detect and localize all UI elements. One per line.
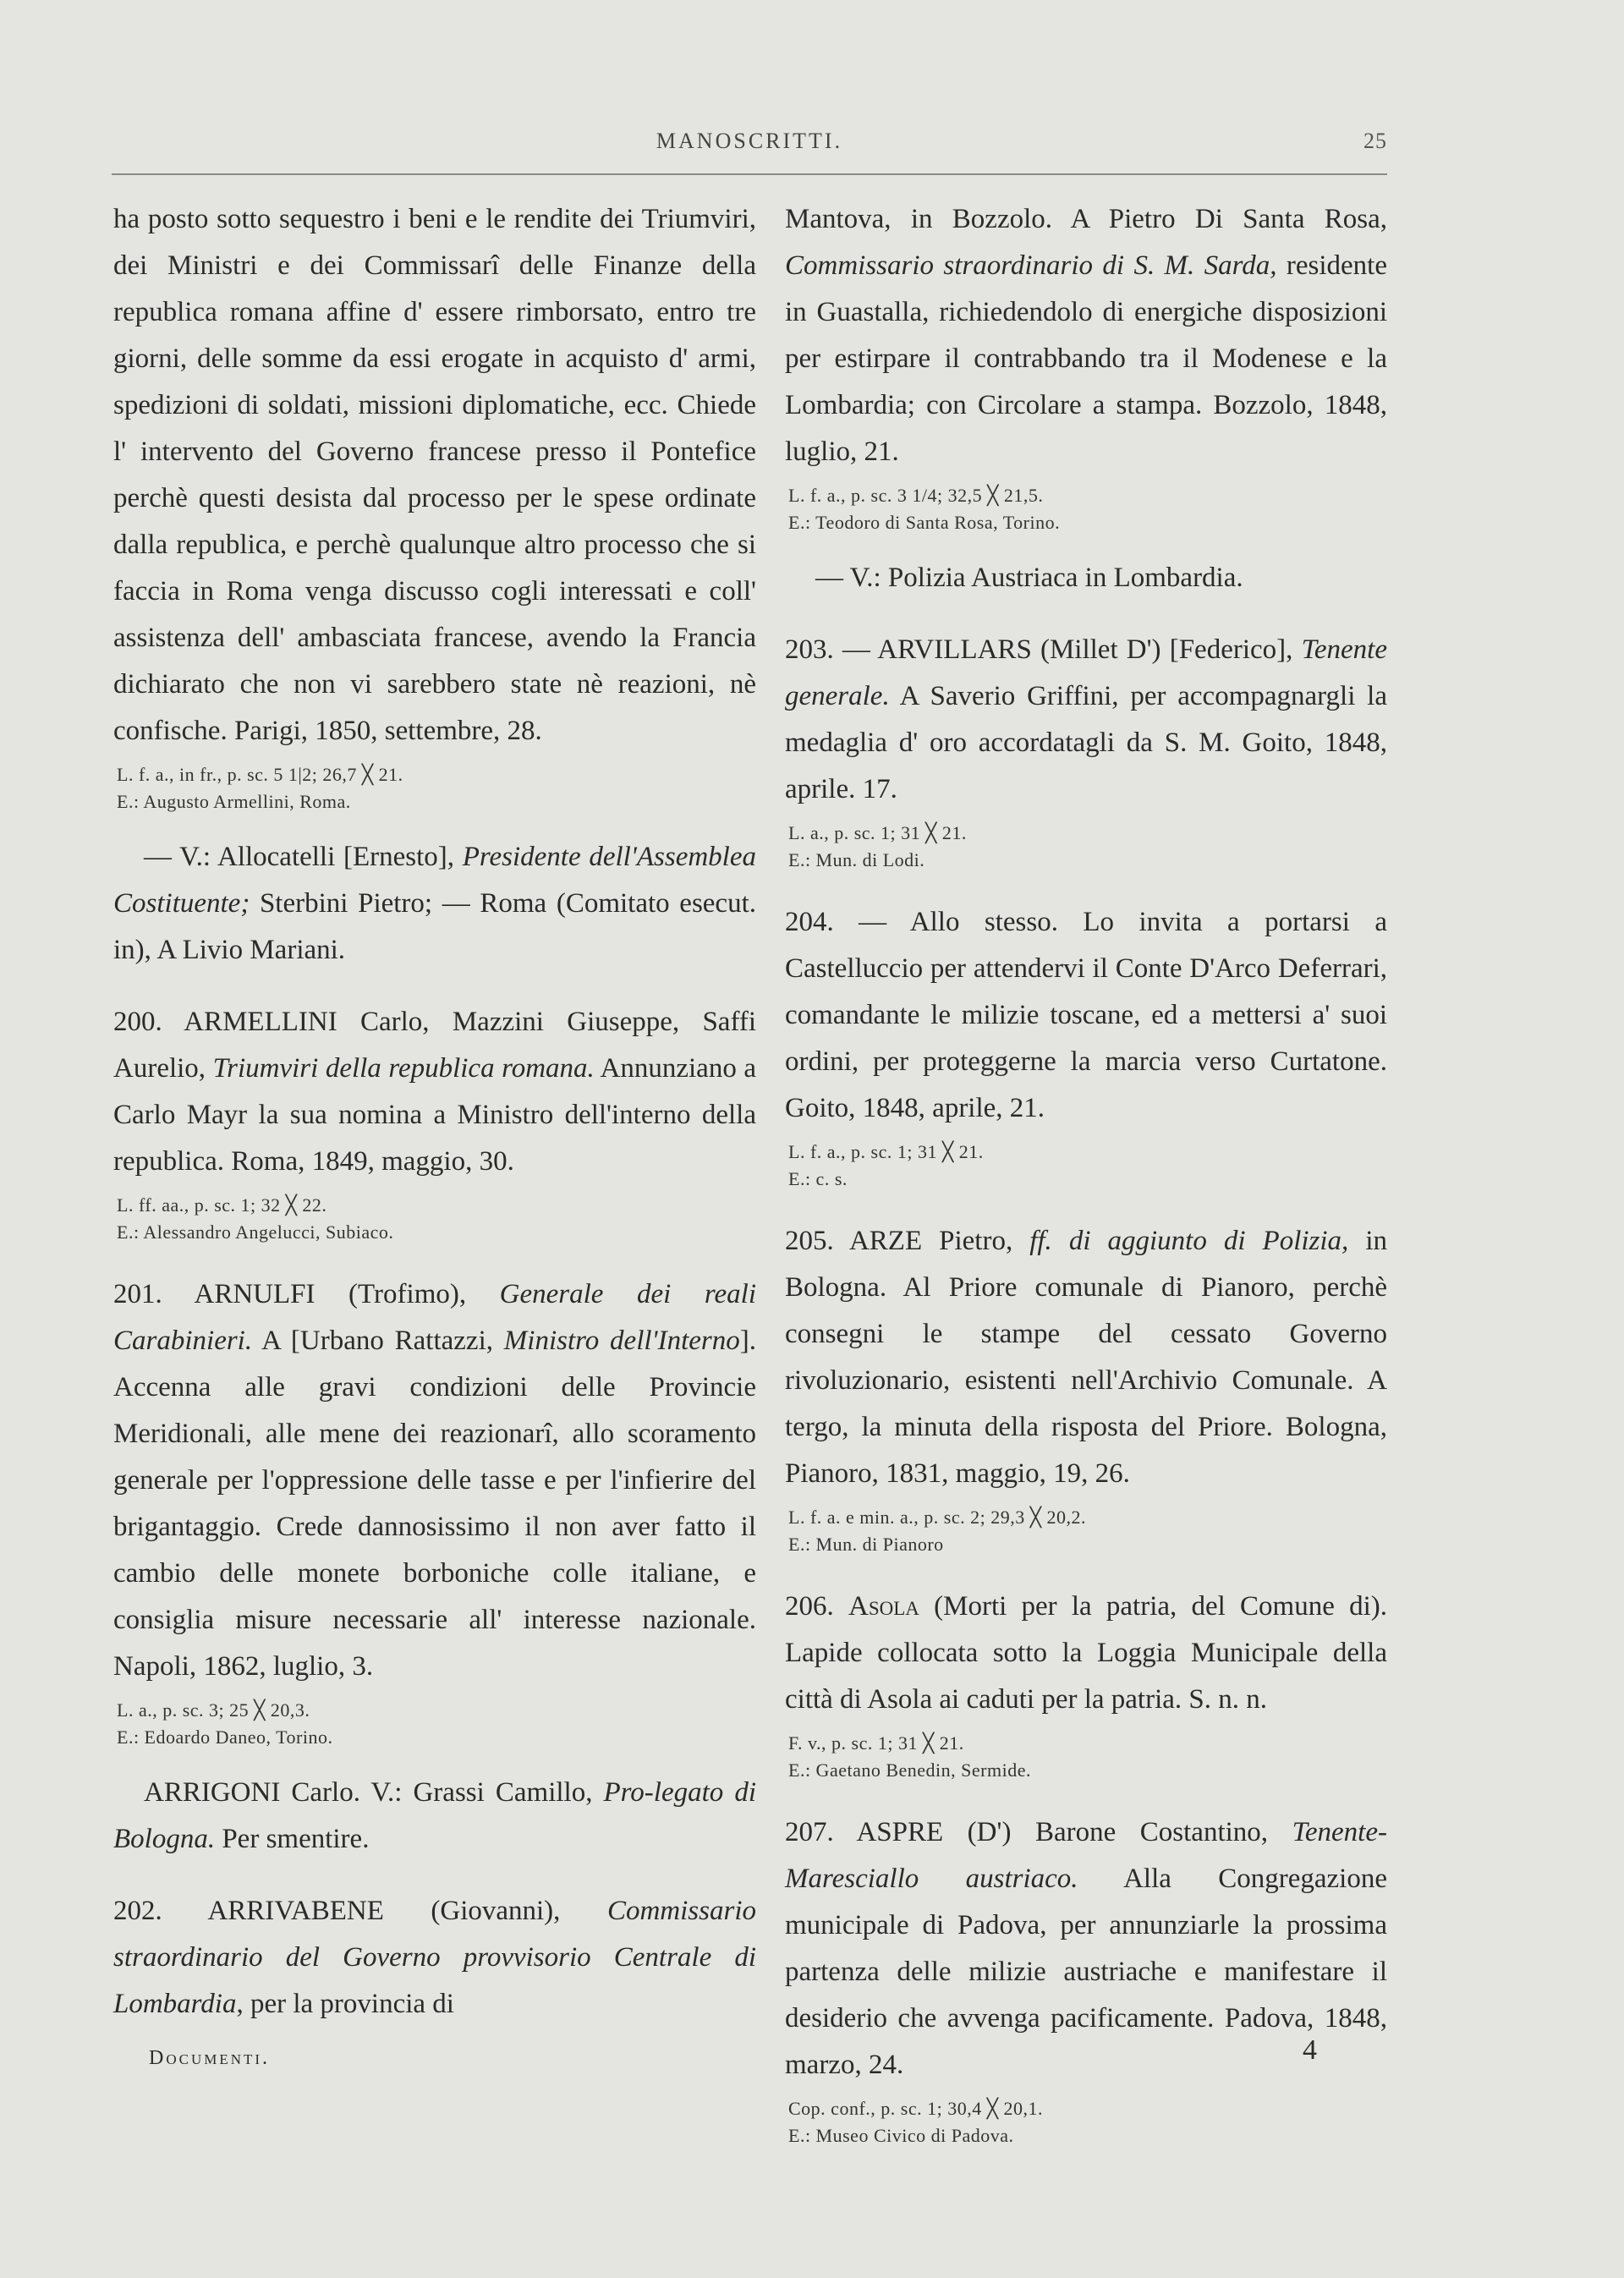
see-also-reference: — V.: Polizia Austriaca in Lombardia. xyxy=(815,563,1243,593)
page-header xyxy=(112,129,1387,162)
entry-body: , per la provincia di xyxy=(236,1989,454,2019)
entry-author: — ARVILLARS (Millet D') [Federico], xyxy=(833,634,1302,665)
entry-author: ASPRE (D') Barone Costantino, xyxy=(833,1817,1292,1847)
entry-number: 201. xyxy=(113,1279,162,1309)
entry-author: ARZE Pietro, xyxy=(833,1226,1030,1256)
entry-note-description: L. f. a., in fr., p. sc. 5 1|2; 26,7 ╳ 21. xyxy=(117,764,403,785)
entry-title: Generale dei reali Carabinieri. xyxy=(113,1279,756,1356)
entry-notes xyxy=(113,1192,756,1246)
entry-number: 207. xyxy=(785,1817,834,1847)
catalog-entry-203 xyxy=(785,627,1387,813)
entry-recipient-title: Ministro dell'Interno xyxy=(503,1326,740,1356)
entry-author: ARMELLINI Carlo, Mazzini Giuseppe, Saffi Aurelio, xyxy=(113,1007,756,1084)
entry-body-rest: residente in Guastalla, richiedendolo di energiche disposizioni per estirpare il contrabbando tra il Modenese e la Lombardia; con Circolare a stampa. Bozzolo, 1848, luglio, 21. xyxy=(785,250,1388,467)
entry-number: 202. xyxy=(113,1896,162,1926)
entry-notes xyxy=(785,1730,1387,1784)
entry-notes xyxy=(113,1697,756,1751)
entry-recipient-title: Commissario straordinario di S. M. Sarda, xyxy=(785,250,1277,281)
entry-note-description: L. f. a. e min. a., p. sc. 2; 29,3 ╳ 20,2. xyxy=(788,1507,1086,1528)
entry-note-description: L. a., p. sc. 1; 31 ╳ 21. xyxy=(788,822,967,843)
entry-note-description: L. f. a., p. sc. 1; 31 ╳ 21. xyxy=(788,1141,984,1162)
see-also-text: ARRIGONI Carlo. V.: Grassi Camillo, xyxy=(144,1777,604,1808)
entry-note-owner: E.: Mun. di Pianoro xyxy=(788,1534,944,1555)
entry-note-owner: E.: Augusto Armellini, Roma. xyxy=(117,791,351,812)
see-also-text-rest: Sterbini Pietro; — Roma (Comitato esecut. in), A Livio Mariani. xyxy=(113,888,756,965)
entry-notes xyxy=(785,820,1387,874)
see-also-reference xyxy=(113,1770,756,1863)
left-column xyxy=(113,196,756,2028)
entry-note-owner: E.: Edoardo Daneo, Torino. xyxy=(117,1726,333,1748)
see-also-title: Presidente dell'Assemblea Costituente; xyxy=(113,842,756,919)
entry-body: A Saverio Griffini, per accompagnargli la medaglia d' oro accordatagli da S. M. Goito, 1848, aprile. 17. xyxy=(785,681,1387,804)
running-title: MANOSCRITTI. xyxy=(656,129,843,153)
entry-body: ]. Accenna alle gravi condizioni delle Provincie Meridionali, alle mene dei reazionarî, allo scoramento generale per l'oppressione delle tasse e per l'infierire del brigantaggio. Crede dannosissimo il non aver fatto il cambio delle monete borboniche colle italiane, e consiglia misure necessarie all' interesse nazionale. Napoli, 1862, luglio, 3. xyxy=(113,1326,756,1682)
entry-note-description: L. f. a., p. sc. 3 1/4; 32,5 ╳ 21,5. xyxy=(788,485,1044,506)
entry-notes xyxy=(785,1139,1387,1193)
entry-notes xyxy=(785,482,1387,536)
see-also-text-rest: Per smentire. xyxy=(215,1824,370,1854)
entry-title: Commissario straordinario del Governo provvisorio Centrale di Lombardia xyxy=(113,1896,756,2019)
continued-entry-text: ha posto sotto sequestro i beni e le rendite dei Triumviri, dei Ministri e dei Commissarî delle Finanze della republica romana affine d' essere rimborsato, entro tre giorni, delle somme da essi erogate in acquisto d' armi, spedizioni di soldati, missioni diplomatiche, ecc. Chiede l' intervento del Governo francese presso il Pontefice perchè questi desista dal processo per le spese ordinate dalla republica, e perchè qualunque altro processo che si faccia in Roma venga discusso cogli interessati e coll' assistenza dell' ambasciata francese, avendo la Francia dichiarato che non vi sarebbero state nè reazioni, nè confische. Parigi, 1850, settembre, 28. xyxy=(113,204,756,746)
entry-recipient: A [Urbano Rattazzi, xyxy=(252,1326,504,1356)
page-number: 25 xyxy=(1363,129,1387,153)
entry-note-description: Cop. conf., p. sc. 1; 30,4 ╳ 20,1. xyxy=(788,2098,1043,2119)
catalog-entry-201 xyxy=(113,1271,756,1690)
entry-title: Tenente-Maresciallo austriaco. xyxy=(785,1817,1387,1894)
entry-title: Tenente generale. xyxy=(785,634,1387,711)
entry-body: Annunziano a Carlo Mayr la sua nomina a Ministro dell'interno della republica. Roma, 1849, maggio, 30. xyxy=(113,1053,756,1177)
header-rule xyxy=(112,173,1387,175)
entry-note-owner: E.: Gaetano Benedin, Sermide. xyxy=(788,1759,1031,1781)
entry-body: Alla Congregazione municipale di Padova, per annunziarle la prossima partenza delle milizie austriache e manifestare il desiderio che avvenga pacificamente. Padova, 1848, marzo, 24. xyxy=(785,1864,1387,2080)
catalog-entry-207 xyxy=(785,1809,1387,2089)
entry-title: ff. di aggiunto di Polizia, xyxy=(1029,1226,1349,1256)
entry-number: 206. xyxy=(785,1591,834,1622)
entry-body: in Bologna. Al Priore comunale di Pianoro, perchè consegni le stampe del cessato Governo rivoluzionario, esistenti nell'Archivio Comunale. A tergo, la minuta della risposta del Priore. Bologna, Pianoro, 1831, maggio, 19, 26. xyxy=(785,1226,1387,1489)
catalog-entry-204 xyxy=(785,899,1387,1132)
entry-body: (Morti per la patria, del Comune di). Lapide collocata sotto la Loggia Municipale della città di Asola ai caduti per la patria. S. n. n. xyxy=(785,1591,1388,1715)
entry-note-description: L. a., p. sc. 3; 25 ╳ 20,3. xyxy=(117,1699,310,1721)
right-column xyxy=(785,196,1387,2149)
footer-signature: Documenti. xyxy=(149,2047,271,2069)
entry-notes xyxy=(785,1504,1387,1558)
footer-sheet-number: 4 xyxy=(1303,2034,1317,2066)
catalog-entry-200 xyxy=(113,999,756,1185)
entry-note-owner: E.: c. s. xyxy=(788,1168,848,1189)
entry-place: Asola xyxy=(848,1591,919,1622)
entry-note-owner: E.: Alessandro Angelucci, Subiaco. xyxy=(117,1221,394,1243)
entry-note-owner: E.: Mun. di Lodi. xyxy=(788,849,925,870)
catalog-entry-205 xyxy=(785,1218,1387,1497)
see-also-reference xyxy=(113,834,756,974)
catalog-entry-202 xyxy=(113,1888,756,2028)
entry-body: Mantova, in Bozzolo. A Pietro Di Santa Rosa, xyxy=(785,204,1387,234)
entry-note-owner: E.: Teodoro di Santa Rosa, Torino. xyxy=(788,512,1061,533)
entry-note-description: L. ff. aa., p. sc. 1; 32 ╳ 22. xyxy=(117,1194,327,1216)
continued-entry-202 xyxy=(785,196,1387,475)
entry-number: 203. xyxy=(785,634,834,665)
catalog-entry-206 xyxy=(785,1584,1387,1723)
entry-note-owner: E.: Museo Civico di Padova. xyxy=(788,2125,1014,2146)
entry-body: — Allo stesso. Lo invita a portarsi a Castelluccio per attendervi il Conte D'Arco Deferrari, comandante le milizie toscane, ed a mettersi a' suoi ordini, per proteggerne la marcia verso Curtatone. Goito, 1848, aprile, 21. xyxy=(785,907,1387,1123)
entry-author: ARRIVABENE (Giovanni), xyxy=(162,1896,607,1926)
entry-title: Triumviri della republica romana. xyxy=(212,1053,595,1084)
see-also-title: Pro-legato di Bologna. xyxy=(113,1777,756,1854)
entry-author: ARNULFI (Trofimo), xyxy=(162,1279,500,1309)
see-also-text: — V.: Allocatelli [Ernesto], xyxy=(144,842,463,872)
entry-number: 205. xyxy=(785,1226,834,1256)
entry-number: 200. xyxy=(113,1007,162,1037)
entry-notes xyxy=(785,2095,1387,2149)
entry-number: 204. xyxy=(785,907,834,937)
entry-notes xyxy=(113,761,756,815)
entry-note-description: F. v., p. sc. 1; 31 ╳ 21. xyxy=(788,1732,964,1754)
